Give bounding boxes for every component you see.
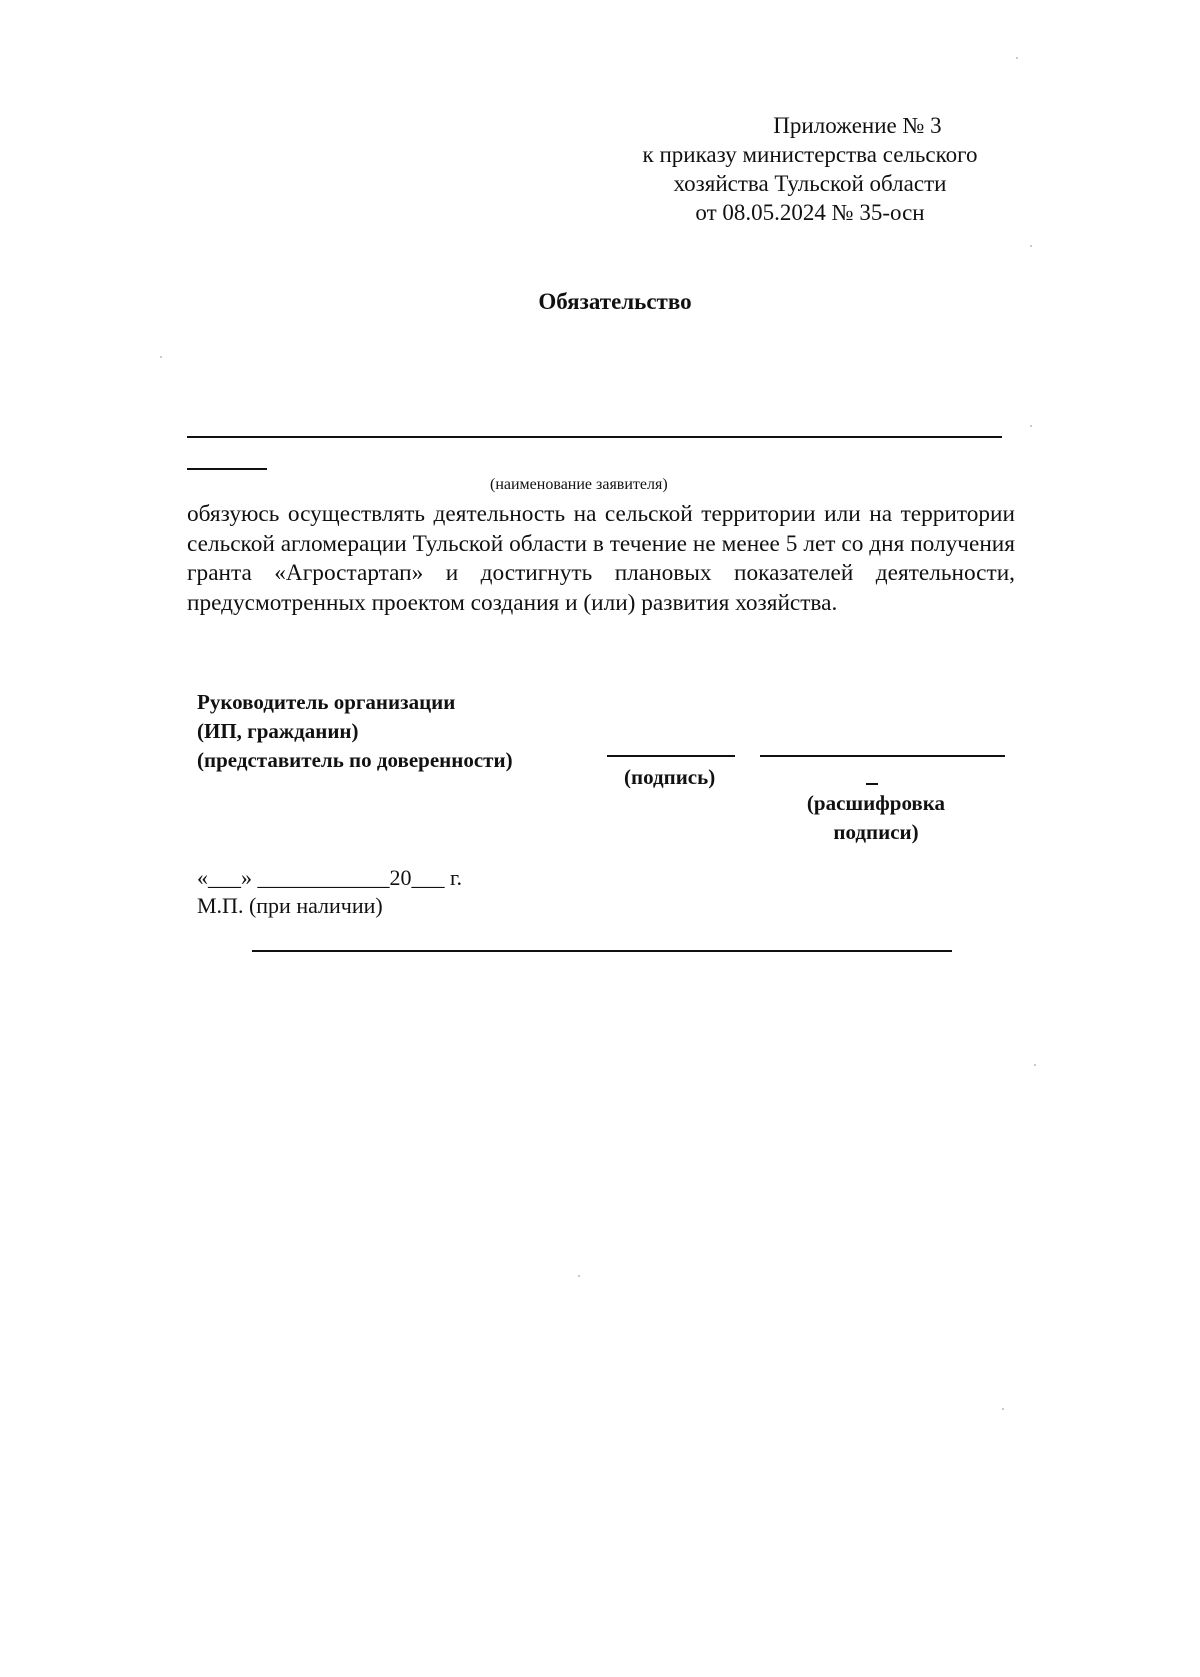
signature-line bbox=[607, 755, 735, 757]
signature-decoding-line2: подписи) bbox=[833, 820, 919, 844]
order-reference-line: к приказу министерства сельского bbox=[642, 142, 978, 167]
signatory-role-line3: (представитель по доверенности) bbox=[197, 748, 513, 772]
applicant-caption: (наименование заявителя) bbox=[490, 476, 668, 493]
signature-decoding-caption bbox=[776, 789, 976, 847]
scan-speck bbox=[160, 356, 162, 358]
decoding-dash bbox=[866, 783, 878, 785]
scan-speck bbox=[1034, 1064, 1036, 1066]
scan-speck bbox=[1002, 1408, 1004, 1410]
scan-speck bbox=[1016, 57, 1018, 59]
ministry-name-line: хозяйства Тульской области bbox=[673, 171, 947, 196]
scan-speck bbox=[578, 1275, 580, 1277]
scan-speck bbox=[1030, 425, 1032, 427]
applicant-name-line bbox=[187, 436, 1002, 438]
signature-decoding-line bbox=[760, 755, 1005, 757]
signatory-role-line2: (ИП, гражданин) bbox=[197, 719, 359, 743]
document-title: Обязательство bbox=[538, 289, 692, 314]
scan-speck bbox=[1030, 245, 1032, 247]
seal-note: М.П. (при наличии) bbox=[197, 893, 383, 918]
appendix-number: Приложение № 3 bbox=[773, 113, 942, 138]
date-field: «___» ____________20___ г. bbox=[197, 865, 463, 890]
signatory-role bbox=[197, 688, 513, 775]
signature-decoding-line1: (расшифровка bbox=[806, 791, 946, 815]
signature-caption: (подпись) bbox=[624, 765, 716, 789]
bottom-separator bbox=[252, 950, 952, 952]
signatory-role-line1: Руководитель организации bbox=[197, 690, 456, 714]
applicant-name-line-short bbox=[187, 468, 267, 470]
order-date-number: от 08.05.2024 № 35-осн bbox=[695, 200, 925, 225]
obligation-text: обязуюсь осуществлять деятельность на сельской территории или на территории сельской агломерации Тульской области в течение не менее 5 лет со дня получения гранта «Агростартап» и достигнуть плановых показателей деятельности, предусмотренных проектом создания и (или) развития хозяйства. bbox=[187, 501, 1015, 616]
